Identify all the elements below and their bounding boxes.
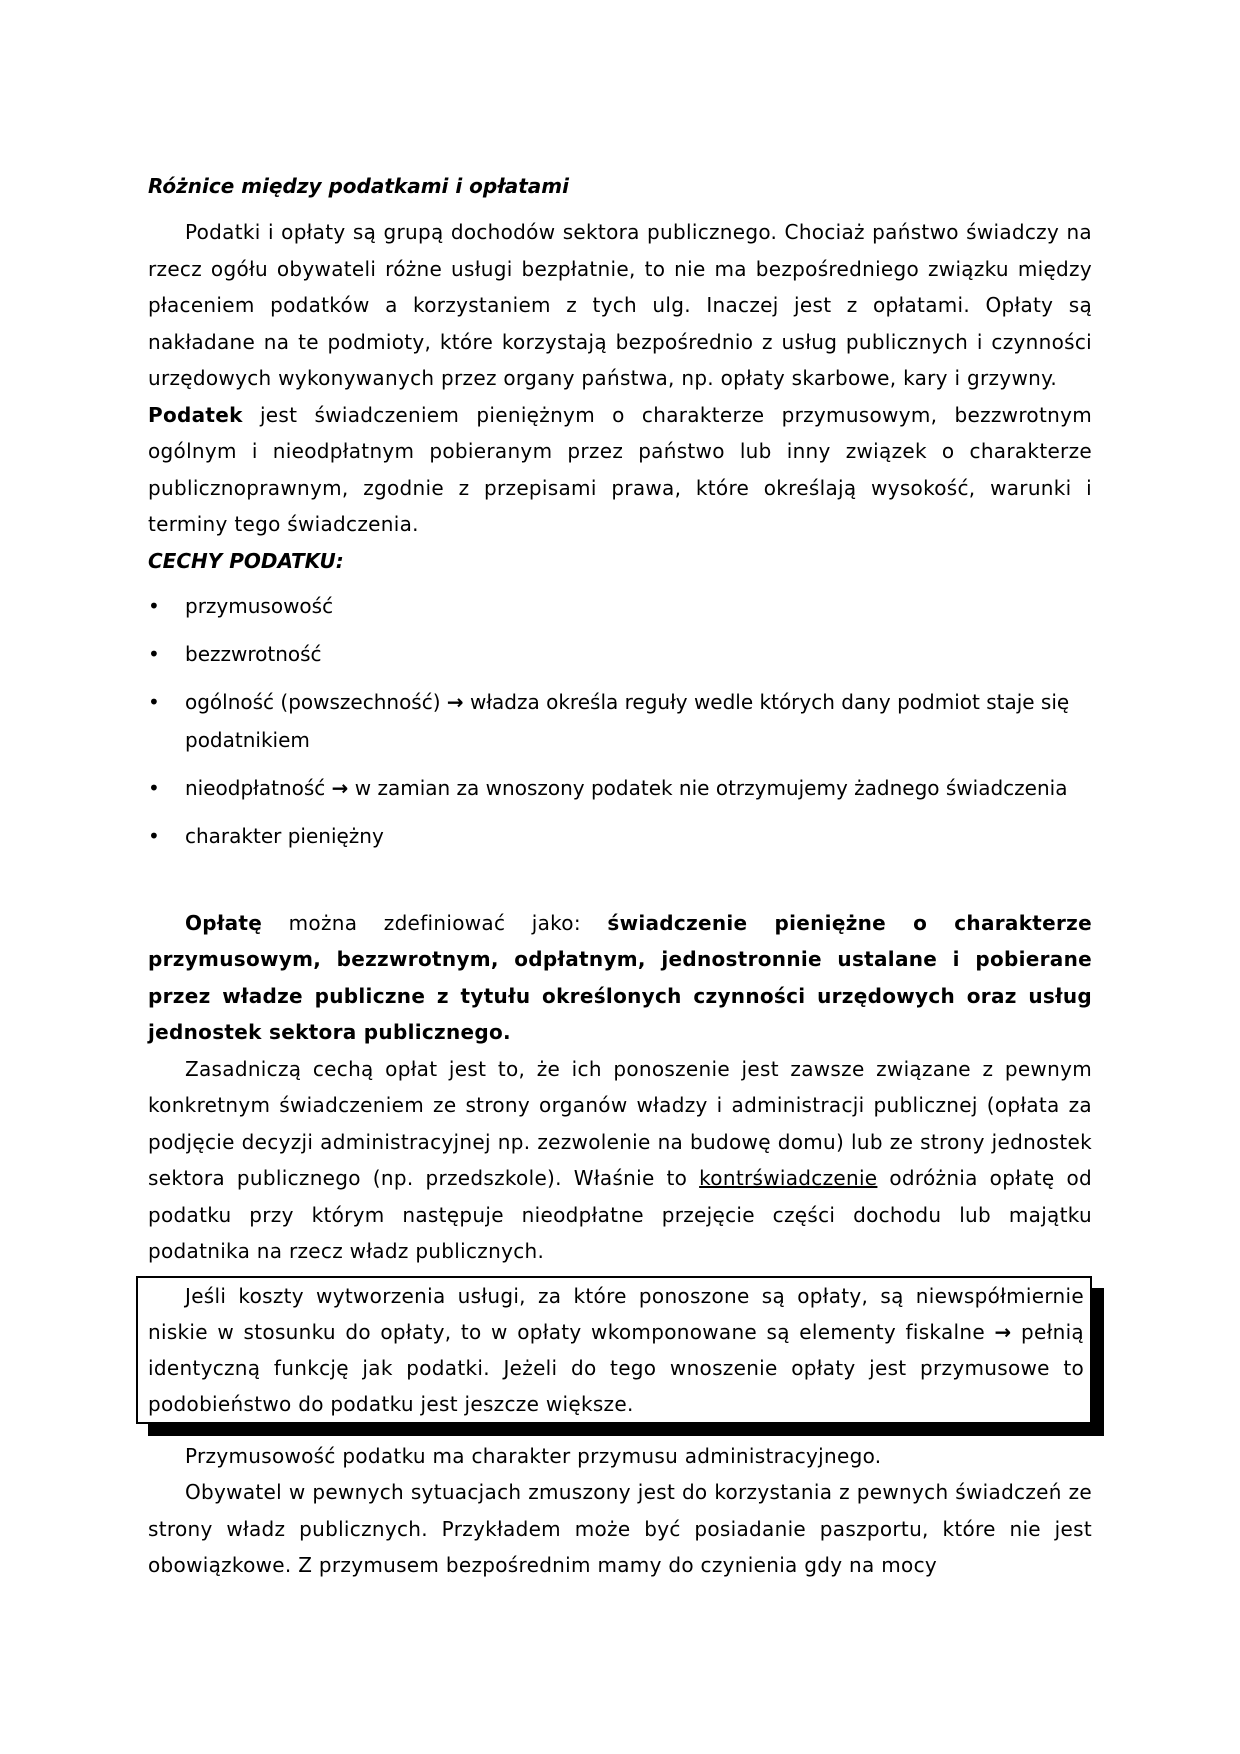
kontrswiadczenie-term: kontrświadczenie xyxy=(699,1166,878,1190)
oplata-term: Opłatę xyxy=(185,910,263,935)
bullet-icon: • xyxy=(148,823,160,848)
bullet-icon: • xyxy=(148,775,160,800)
feature-text: bezzwrotność xyxy=(185,641,322,666)
highlight-text: Jeśli koszty wytworzenia usługi, za które ponoszone są opłaty, są niewspółmiernie niskie w stosunku do opłaty, to w opłaty wkomponowane są elementy fiskalne xyxy=(148,1283,1084,1344)
features-list xyxy=(148,587,1092,855)
features-heading: CECHY PODATKU: xyxy=(148,548,344,573)
oplata-definition-paragraph xyxy=(148,905,1092,1051)
obywatel-paragraph: Obywatel w pewnych sytuacjach zmuszony jest do korzystania z pewnych świadczeń ze strony władz publicznych. Przykładem może być posiadanie paszportu, które nie jest obowiązkowe. Z przymusem bezpośrednim mamy do czynienia gdy na mocy xyxy=(148,1480,1092,1577)
highlight-paragraph xyxy=(148,1278,1084,1422)
list-item xyxy=(148,683,1092,759)
zasadnicza-paragraph xyxy=(148,1051,1092,1270)
feature-text: nieodpłatność xyxy=(185,775,326,800)
highlight-text-end: pełnią identyczną funkcję jak podatki. Jeżeli do tego wnoszenie opłaty jest przymusowe to podobieństwo do podatku jest jeszcze większe. xyxy=(148,1319,1084,1416)
bullet-icon: • xyxy=(148,641,160,666)
feature-explanation: władza określa reguły wedle których dany podmiot staje się podatnikiem xyxy=(185,689,1070,752)
list-item xyxy=(148,587,1092,625)
list-item xyxy=(148,635,1092,673)
arrow-right-icon: → xyxy=(994,1319,1012,1344)
bullet-icon: • xyxy=(148,689,160,714)
list-item xyxy=(148,817,1092,855)
arrow-right-icon: → xyxy=(331,775,349,800)
feature-text: ogólność (powszechność) xyxy=(185,689,441,714)
podatek-term: Podatek xyxy=(148,402,243,427)
bullet-icon: • xyxy=(148,593,160,618)
zasadnicza-text: Zasadniczą cechą opłat jest to, że ich ponoszenie jest zawsze związane z pewnym konkretnym świadczeniem ze strony organów władzy i administracji publicznej (opłata za podjęcie decyzji administracyjnej np. zezwolenie na budowę domu) lub ze strony jednostek sektora publicznego (np. przedszkole). Właśnie to xyxy=(148,1056,1092,1190)
highlight-box xyxy=(136,1276,1092,1424)
oplata-definition: świadczenie pieniężne o charakterze przymusowym, bezzwrotnym, odpłatnym, jednostronnie ustalane i pobierane przez władze publiczne z tytułu określonych czynności urzędowych oraz usług jednostek sektora publicznego. xyxy=(148,910,1092,1044)
podatek-definition: jest świadczeniem pieniężnym o charakterze przymusowym, bezzwrotnym ogólnym i nieodpłatnym pobieranym przez państwo lub inny związek o charakterze publicznoprawnym, zgodnie z przepisami prawa, które określają wysokość, warunki i terminy tego świadczenia. xyxy=(148,402,1092,536)
oplata-intro: można zdefiniować jako: xyxy=(262,910,608,935)
feature-explanation: w zamian za wnoszony podatek nie otrzymujemy żadnego świadczenia xyxy=(348,775,1068,800)
intro-paragraph: Podatki i opłaty są grupą dochodów sektora publicznego. Chociaż państwo świadczy na rzecz ogółu obywateli różne usługi bezpłatnie, to nie ma bezpośredniego związku między płaceniem podatków a korzystaniem z tych ulg. Inaczej jest z opłatami. Opłaty są nakładane na te podmioty, które korzystają bezpośrednio z usług publicznych i czynności urzędowych wykonywanych przez organy państwa, np. opłaty skarbowe, kary i grzywny. xyxy=(148,220,1092,390)
document-title: Różnice między podatkami i opłatami xyxy=(148,174,569,198)
podatek-definition-paragraph xyxy=(148,397,1092,543)
przymusowosc-paragraph: Przymusowość podatku ma charakter przymusu administracyjnego. xyxy=(185,1443,882,1468)
feature-text: charakter pieniężny xyxy=(185,823,384,848)
feature-text: przymusowość xyxy=(185,593,334,618)
arrow-right-icon: → xyxy=(446,689,464,714)
zasadnicza-text-end: odróżnia opłatę od podatku przy którym następuje nieodpłatne przejęcie części dochodu lub majątku podatnika na rzecz władz publicznych. xyxy=(148,1166,1092,1263)
list-item xyxy=(148,769,1092,807)
